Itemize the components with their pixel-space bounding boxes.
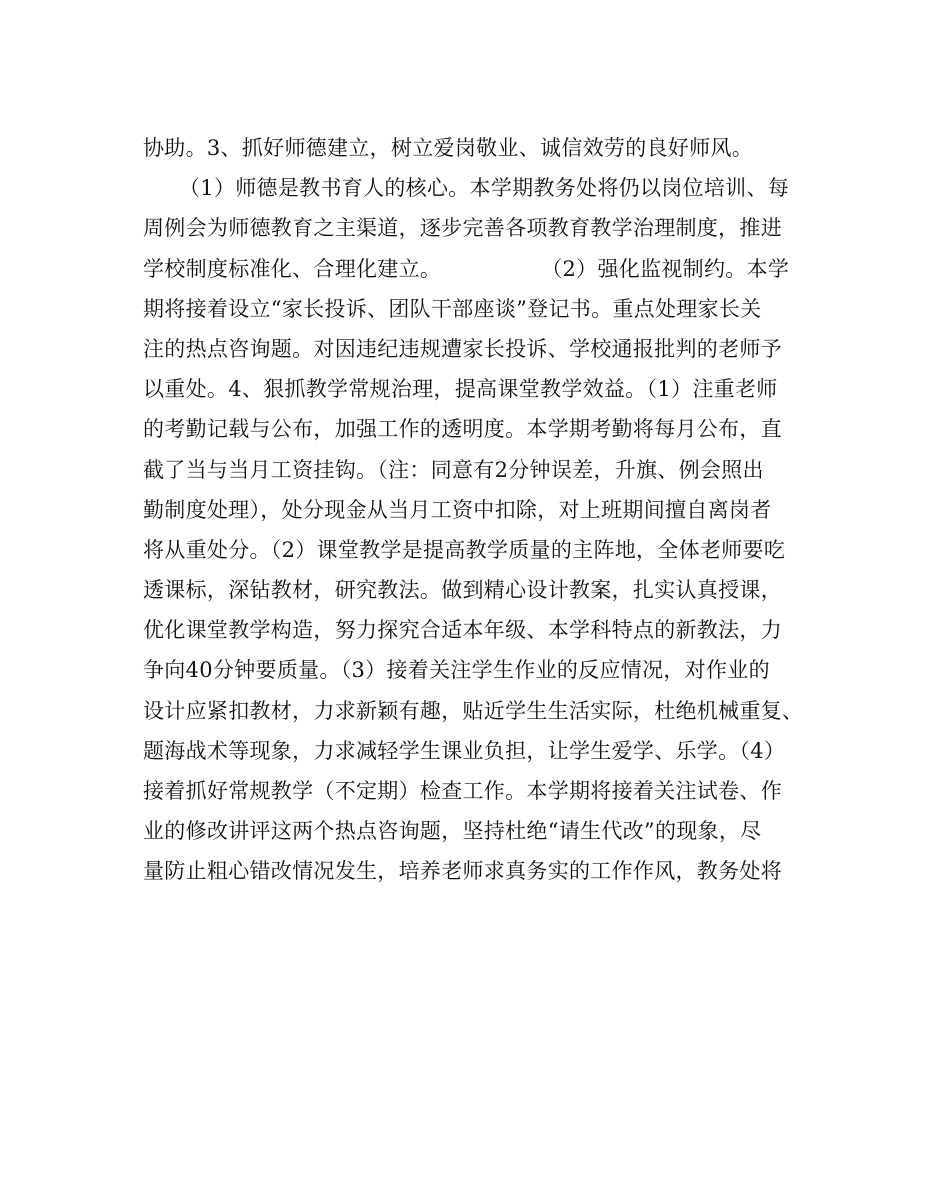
text-line-1: 协助。3、抓好师德建立，树立爱岗敬业、诚信效劳的良好师风。: [143, 136, 754, 160]
text-line-9: 截了当与当月工资挂钩。（注：同意有2分钟误差，升旗、例会照出: [143, 457, 764, 482]
text-line-8: 的考勤记载与公布，加强工作的透明度。本学期考勤将每月公布，直: [143, 417, 782, 442]
text-line-6: 注的热点咨询题。对因违纪违规遭家长投诉、学校通报批判的老师予: [143, 336, 782, 361]
text-line-10: 勤制度处理），处分现金从当月工资中扣除，对上班期间擅自离岗者: [143, 497, 772, 522]
text-line-4: [143, 249, 813, 289]
text-line-3: 周例会为师德教育之主渠道，逐步完善各项教育教学治理制度，推进: [143, 216, 782, 241]
text-line-11: 将从重处分。（2）课堂教学是提高教学质量的主阵地，全体老师要吃: [143, 537, 786, 562]
text-line-16: 题海战术等现象，力求减轻学生课业负担，让学生爱学、乐学。（4）: [143, 738, 786, 763]
text-line-7: 以重处。4、狠抓教学常规治理，提高课堂教学效益。（1）注重老师: [143, 377, 778, 402]
text-line-15: 设计应紧扣教材，力求新颖有趣，贴近学生生活实际，杜绝机械重复、: [143, 698, 804, 723]
text-line-14: 争向40分钟要质量。（3）接着关注学生作业的反应情况，对作业的: [143, 658, 770, 683]
text-line-4-part-2: （2）强化监视制约。本学: [541, 256, 790, 281]
body-text: [143, 128, 813, 892]
text-line-18: 业的修改讲评这两个热点咨询题，坚持杜绝“请生代改”的现象，尽: [143, 819, 762, 844]
text-line-19: 量防止粗心错改情况发生，培养老师求真务实的工作作风，教务处将: [143, 859, 782, 884]
text-line-2: （1）师德是教书育人的核心。本学期教务处将仍以岗位培训、每: [179, 176, 790, 201]
text-line-5: 期将接着设立“家长投诉、团队干部座谈”登记书。重点处理家长关: [143, 296, 762, 321]
text-line-13: 优化课堂教学构造，努力探究合适本年级、本学科特点的新教法，力: [143, 618, 782, 643]
text-line-17: 接着抓好常规教学（不定期）检查工作。本学期将接着关注试卷、作: [143, 779, 782, 803]
text-line-12: 透课标，深钻教材，研究教法。做到精心设计教案，扎实认真授课，: [143, 578, 782, 603]
text-line-4-part-1: 学校制度标准化、合理化建立。: [143, 256, 442, 281]
